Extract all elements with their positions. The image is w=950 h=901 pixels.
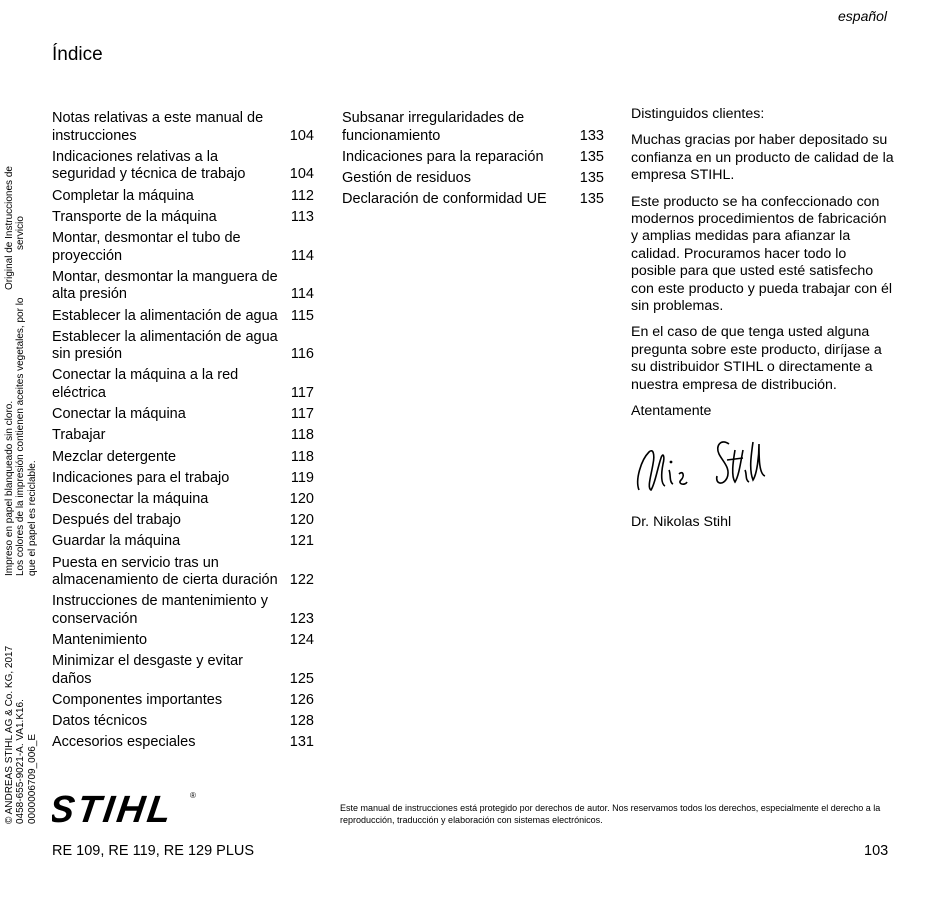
toc-entry-page: 125 xyxy=(289,670,314,687)
signature-image xyxy=(631,430,771,502)
page-number: 103 xyxy=(864,843,889,859)
toc-entry xyxy=(52,110,314,145)
toc-entry-title: Después del trabajo xyxy=(52,512,181,529)
toc-entry-title: Mezclar detergente xyxy=(52,448,177,465)
toc-entry xyxy=(52,230,314,265)
toc-entry-title: Mantenimiento xyxy=(52,632,148,649)
toc-entry xyxy=(52,329,314,364)
toc-entry xyxy=(52,308,314,326)
toc-entry-page: 104 xyxy=(289,127,314,144)
toc-entry-page: 112 xyxy=(290,187,314,204)
side-copyright-note: © ANDREAS STIHL AG & Co. KG, 2017 0458-655-9021-A. VA1.K16. 0000006709_006_E xyxy=(4,645,38,824)
toc-entry-page: 119 xyxy=(290,469,314,486)
toc-entry-title: Establecer la alimentación de agua sin presión xyxy=(52,328,278,363)
toc-entry-page: 135 xyxy=(579,169,604,186)
toc-entry-title: Gestión de residuos xyxy=(342,169,471,186)
toc-entry-page: 120 xyxy=(289,491,314,507)
toc-entry xyxy=(342,110,604,145)
toc-entry xyxy=(52,470,314,488)
toc-entry-title: Subsanar irregularidades de funcionamiento xyxy=(342,110,525,144)
toc-entry xyxy=(52,734,314,752)
toc-entry xyxy=(342,170,604,188)
letter-closing: Atentamente xyxy=(631,403,712,420)
side-margin-text xyxy=(4,0,38,901)
toc-entry-page: 124 xyxy=(289,632,314,649)
side-original-note: Original de Instrucciones de servicio xyxy=(4,166,27,290)
letter-greeting: Distinguidos clientes: xyxy=(631,106,765,122)
model-names: RE 109, RE 119, RE 129 PLUS xyxy=(52,843,255,859)
toc-entry-title: Completar la máquina xyxy=(52,187,194,204)
toc-entry xyxy=(52,367,314,402)
customer-letter xyxy=(631,106,895,540)
stihl-logo xyxy=(52,788,202,833)
toc-entry-title: Indicaciones relativas a la seguridad y técnica de trabajo xyxy=(52,148,246,183)
language-label: español xyxy=(838,8,888,24)
toc-entry xyxy=(52,209,314,227)
toc-entry-page: 133 xyxy=(579,127,604,144)
toc-entry-page: 104 xyxy=(289,166,314,183)
toc-entry xyxy=(52,533,314,551)
letter-paragraph-3: En el caso de que tenga usted alguna pregunta sobre este producto, diríjase a su distribuidor STIHL o directamente a nuestra empresa de distribución. xyxy=(631,324,882,393)
letter-signer: Dr. Nikolas Stihl xyxy=(631,513,732,530)
toc-entry xyxy=(52,269,314,304)
toc-entry-title: Montar, desmontar la manguera de alta presión xyxy=(52,268,278,303)
toc-entry-page: 120 xyxy=(289,512,314,529)
toc-entry-title: Desconectar la máquina xyxy=(52,491,209,507)
toc-entry-title: Trabajar xyxy=(52,427,106,444)
toc-entry-title: Notas relativas a este manual de instrucciones xyxy=(52,110,264,144)
toc-entry-title: Indicaciones para la reparación xyxy=(342,148,544,165)
toc-entry-title: Montar, desmontar el tubo de proyección xyxy=(52,229,241,264)
toc-entry-page: 117 xyxy=(290,406,314,423)
toc-entry xyxy=(52,593,314,628)
toc-entry-title: Transporte de la máquina xyxy=(52,208,217,225)
letter-paragraph-2: Este producto se ha confeccionado con modernos procedimientos de fabricación y amplias medidas para afianzar la calidad. Procuramos hacer todo lo posible para que usted esté satisfecho con este producto y pueda trabajar con él sin problemas. xyxy=(631,193,893,315)
toc-entry xyxy=(342,149,604,167)
toc-entry-page: 113 xyxy=(290,208,314,225)
toc-entry-title: Declaración de conformidad UE xyxy=(342,191,547,208)
toc-entry xyxy=(52,449,314,467)
toc-entry-title: Conectar la máquina a la red eléctrica xyxy=(52,367,239,402)
toc-entry xyxy=(52,427,314,445)
toc-entry-page: 126 xyxy=(289,692,314,709)
toc-column-left xyxy=(52,110,314,756)
toc-entry-title: Datos técnicos xyxy=(52,713,148,730)
toc-entry xyxy=(342,191,604,209)
toc-entry-title: Puesta en servicio tras un almacenamiento de cierta duración xyxy=(52,554,278,589)
toc-entry-page: 118 xyxy=(290,448,314,465)
letter-paragraph-1: Muchas gracias por haber depositado su confianza en un producto de calidad de la empresa STIHL. xyxy=(631,132,894,184)
toc-entry-title: Establecer la alimentación de agua xyxy=(52,307,278,324)
toc-entry-title: Guardar la máquina xyxy=(52,533,181,550)
toc-entry-page: 115 xyxy=(290,307,314,324)
toc-entry-title: Componentes importantes xyxy=(52,692,223,709)
page-title: Índice xyxy=(52,44,103,65)
side-print-note: Impreso en papel blanqueado sin cloro. Los colores de la impresión contienen aceites vegetales, por lo que el papel es reciclable. xyxy=(4,297,38,576)
toc-column-right xyxy=(342,110,604,212)
toc-entry-page: 135 xyxy=(579,148,604,165)
toc-entry-page: 122 xyxy=(289,572,314,589)
toc-entry xyxy=(52,491,314,509)
toc-entry-title: Conectar la máquina xyxy=(52,406,186,423)
toc-entry-page: 117 xyxy=(290,385,314,402)
toc-entry-title: Minimizar el desgaste y evitar daños xyxy=(52,653,243,687)
toc-entry-page: 114 xyxy=(290,247,314,264)
toc-entry-page: 131 xyxy=(289,734,314,751)
toc-entry-page: 135 xyxy=(579,191,604,208)
toc-entry-page: 123 xyxy=(289,610,314,627)
toc-entry xyxy=(52,406,314,424)
toc-entry-page: 128 xyxy=(289,713,314,730)
toc-entry-title: Indicaciones para el trabajo xyxy=(52,469,230,486)
toc-entry-page: 121 xyxy=(289,533,314,550)
toc-entry xyxy=(52,512,314,530)
svg-text:STIHL: STIHL xyxy=(52,788,177,828)
svg-text:®: ® xyxy=(190,791,196,800)
toc-entry xyxy=(52,653,314,688)
copyright-notice: Este manual de instrucciones está protegido por derechos de autor. Nos reservamos todos los derechos, especialmente el derecho a la reproducción, traducción y elaboración con sistemas electrónicos. xyxy=(340,803,881,825)
toc-entry-page: 118 xyxy=(290,427,314,444)
toc-entry-page: 116 xyxy=(290,346,314,363)
toc-entry xyxy=(52,692,314,710)
toc-entry xyxy=(52,149,314,184)
toc-entry-title: Accesorios especiales xyxy=(52,734,196,751)
toc-entry xyxy=(52,188,314,206)
toc-entry xyxy=(52,555,314,590)
toc-entry-title: Instrucciones de mantenimiento y conservación xyxy=(52,593,268,627)
toc-entry xyxy=(52,713,314,731)
toc-entry xyxy=(52,632,314,650)
toc-entry-page: 114 xyxy=(290,286,314,303)
